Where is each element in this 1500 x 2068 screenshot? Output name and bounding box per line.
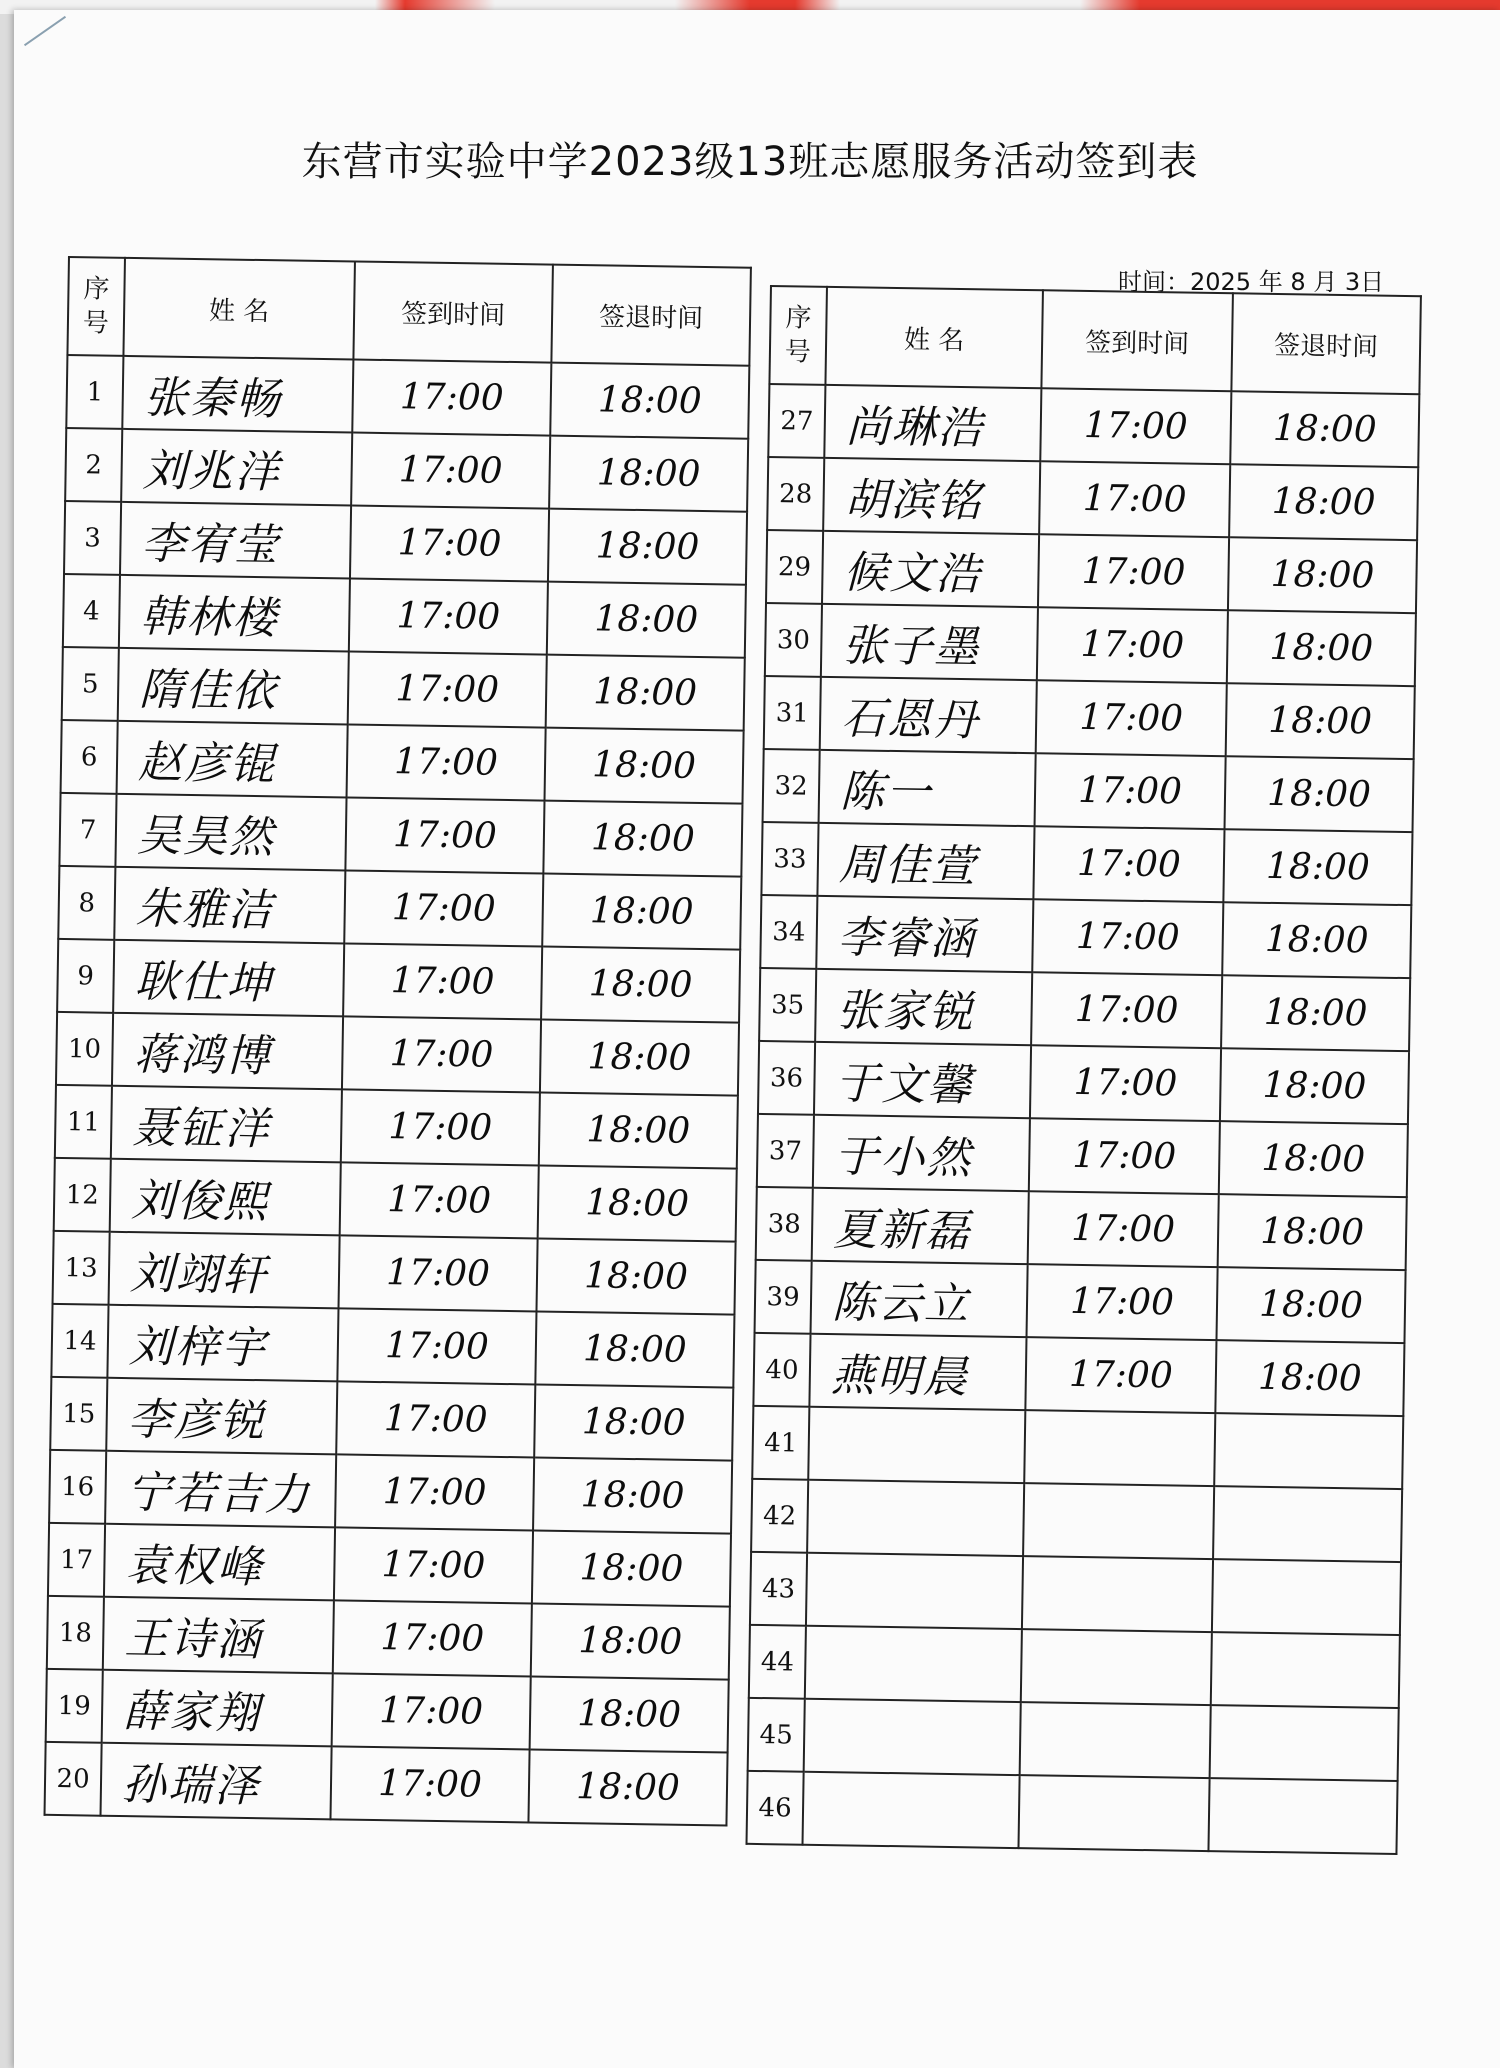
header-no: 序号 — [67, 257, 125, 356]
table-row — [753, 1333, 1404, 1416]
table-row — [50, 1377, 733, 1461]
table-row — [65, 428, 748, 512]
sign-out-time: 18:00 — [548, 509, 747, 585]
sign-out-time: 18:00 — [543, 801, 742, 877]
signer-name: 赵彦锟 — [117, 721, 348, 798]
signer-name — [803, 1772, 1020, 1848]
signer-name: 陈一 — [819, 750, 1036, 826]
signer-name: 孙瑞泽 — [101, 1743, 332, 1820]
sign-in-time: 17:00 — [1033, 826, 1224, 902]
sign-out-time: 18:00 — [535, 1311, 734, 1387]
row-number: 19 — [46, 1669, 103, 1743]
signer-name: 李睿涵 — [816, 896, 1033, 972]
sign-in-time: 17:00 — [1031, 972, 1222, 1048]
table-row — [56, 1012, 739, 1096]
signer-name: 王诗涵 — [103, 1597, 334, 1674]
table-row — [756, 1187, 1407, 1270]
sign-in-time: 17:00 — [1036, 680, 1227, 756]
sign-out-time: 18:00 — [532, 1530, 731, 1606]
row-number: 44 — [749, 1625, 806, 1699]
signer-name: 李宥莹 — [120, 502, 351, 579]
sign-in-time: 17:00 — [1037, 607, 1228, 683]
row-number: 13 — [53, 1231, 110, 1305]
row-number: 28 — [767, 457, 824, 531]
row-number: 14 — [51, 1304, 108, 1378]
table-row — [757, 1114, 1408, 1197]
sign-out-time: 18:00 — [538, 1166, 737, 1242]
row-number: 2 — [65, 428, 122, 502]
sign-out-time: 18:00 — [536, 1238, 735, 1314]
signer-name: 候文浩 — [822, 531, 1039, 607]
signer-name: 吴昊然 — [115, 794, 346, 871]
sign-out-time: 18:00 — [1216, 1267, 1405, 1343]
row-number: 17 — [48, 1523, 105, 1597]
table-row — [55, 1085, 738, 1169]
sign-out-time: 18:00 — [1227, 610, 1416, 686]
signer-name: 张子墨 — [821, 604, 1038, 680]
signer-name: 蒋鸿博 — [112, 1013, 343, 1090]
sign-out-time: 18:00 — [547, 582, 746, 658]
header-sign-in: 签到时间 — [1041, 290, 1233, 391]
signer-name: 夏新磊 — [812, 1188, 1029, 1264]
table-row — [765, 603, 1416, 686]
signer-name — [807, 1480, 1024, 1556]
row-number: 11 — [55, 1085, 112, 1159]
sign-out-time: 18:00 — [542, 874, 741, 950]
row-number: 42 — [751, 1479, 808, 1553]
header-name: 姓 名 — [123, 258, 355, 360]
signer-name: 韩林楼 — [119, 575, 350, 652]
row-number: 37 — [757, 1114, 814, 1188]
signer-name: 刘梓宇 — [107, 1305, 338, 1382]
table-row — [763, 749, 1414, 832]
sign-out-time: 18:00 — [1223, 829, 1412, 905]
sign-in-time: 17:00 — [339, 1235, 538, 1311]
sign-in-time — [1022, 1556, 1213, 1632]
signer-name — [804, 1699, 1021, 1775]
row-number: 38 — [756, 1187, 813, 1261]
sign-in-time: 17:00 — [1039, 461, 1230, 537]
sign-out-time — [1208, 1778, 1397, 1854]
table-row — [768, 384, 1419, 467]
table-row — [751, 1479, 1402, 1562]
signer-name — [805, 1626, 1022, 1702]
sign-in-time — [1020, 1702, 1211, 1778]
row-number: 30 — [765, 603, 822, 677]
sign-in-time: 17:00 — [1040, 388, 1231, 464]
document-title: 东营市实验中学2023级13班志愿服务活动签到表 — [301, 139, 1199, 185]
table-row — [62, 647, 745, 731]
sign-in-time: 17:00 — [342, 1016, 541, 1092]
row-number: 46 — [747, 1771, 804, 1845]
sign-out-time: 18:00 — [541, 947, 740, 1023]
left-signin-table — [43, 256, 751, 1827]
row-number: 9 — [57, 939, 114, 1013]
sign-out-time: 18:00 — [1230, 391, 1419, 467]
row-number: 29 — [766, 530, 823, 604]
right-table-body — [747, 384, 1420, 1854]
sign-out-time — [1210, 1705, 1399, 1781]
row-number: 6 — [61, 720, 118, 794]
signer-name: 朱雅洁 — [114, 867, 345, 944]
signer-name: 耿仕坤 — [113, 940, 344, 1017]
row-number: 10 — [56, 1012, 113, 1086]
row-number: 31 — [764, 676, 821, 750]
signer-name: 于文馨 — [814, 1042, 1031, 1118]
row-number: 20 — [45, 1742, 102, 1816]
sign-out-time: 18:00 — [1228, 537, 1417, 613]
sign-in-time: 17:00 — [332, 1673, 531, 1749]
header-sign-out: 签退时间 — [1231, 293, 1421, 394]
table-row — [750, 1552, 1401, 1635]
table-row — [747, 1771, 1398, 1854]
signer-name — [806, 1553, 1023, 1629]
sign-in-time — [1021, 1629, 1212, 1705]
header-sign-out: 签退时间 — [551, 265, 751, 366]
row-number: 33 — [761, 822, 818, 896]
sign-in-time: 17:00 — [343, 943, 542, 1019]
table-row — [748, 1698, 1399, 1781]
table-row — [58, 866, 741, 950]
sign-in-time: 17:00 — [330, 1746, 529, 1822]
signer-name: 于小然 — [813, 1115, 1030, 1191]
table-row — [49, 1450, 732, 1534]
signer-name: 胡滨铭 — [823, 458, 1040, 534]
row-number: 36 — [758, 1041, 815, 1115]
row-number: 40 — [753, 1333, 810, 1407]
table-row — [61, 720, 744, 804]
row-number: 27 — [768, 384, 825, 458]
sign-in-time: 17:00 — [341, 1089, 540, 1165]
sign-in-time: 17:00 — [333, 1600, 532, 1676]
sign-in-time: 17:00 — [350, 505, 549, 581]
signer-name: 袁权峰 — [104, 1524, 335, 1601]
sign-out-time: 18:00 — [530, 1676, 729, 1752]
signer-name — [808, 1407, 1025, 1483]
signer-name: 隋佳依 — [118, 648, 349, 725]
row-number: 1 — [66, 355, 123, 429]
sign-in-time: 17:00 — [1027, 1264, 1218, 1340]
signer-name: 陈云立 — [811, 1261, 1028, 1337]
sign-in-time: 17:00 — [345, 797, 544, 873]
table-row — [54, 1158, 737, 1242]
signer-name: 石恩丹 — [820, 677, 1037, 753]
table-row — [752, 1406, 1403, 1489]
sign-out-time: 18:00 — [528, 1749, 727, 1825]
table-row — [59, 793, 742, 877]
signer-name: 刘翊轩 — [109, 1232, 340, 1309]
sign-in-time: 17:00 — [340, 1162, 539, 1238]
signer-name: 刘兆洋 — [121, 429, 352, 506]
row-number: 45 — [748, 1698, 805, 1772]
sign-in-time: 17:00 — [1028, 1191, 1219, 1267]
sign-in-time: 17:00 — [337, 1308, 536, 1384]
row-number: 32 — [763, 749, 820, 823]
table-row — [46, 1669, 729, 1753]
row-number: 15 — [50, 1377, 107, 1451]
sign-out-time: 18:00 — [550, 363, 749, 439]
signer-name: 宁若吉力 — [105, 1451, 336, 1528]
header-name: 姓 名 — [825, 287, 1043, 388]
sign-out-time: 18:00 — [546, 655, 745, 731]
signer-name: 刘俊熙 — [110, 1159, 341, 1236]
row-number: 34 — [760, 895, 817, 969]
table-row — [51, 1304, 734, 1388]
left-table-body — [45, 355, 750, 1826]
sign-in-time: 17:00 — [349, 578, 548, 654]
row-number: 4 — [63, 574, 120, 648]
signer-name: 张家锐 — [815, 969, 1032, 1045]
sign-out-time: 18:00 — [540, 1020, 739, 1096]
header-no: 序号 — [769, 286, 827, 385]
row-number: 12 — [54, 1158, 111, 1232]
table-row — [761, 822, 1412, 905]
sign-in-time: 17:00 — [335, 1454, 534, 1530]
table-row — [767, 457, 1418, 540]
sign-out-time: 18:00 — [1222, 902, 1411, 978]
sign-out-time: 18:00 — [549, 436, 748, 512]
sign-out-time — [1211, 1632, 1400, 1708]
row-number: 39 — [755, 1260, 812, 1334]
sign-out-time: 18:00 — [539, 1093, 738, 1169]
signer-name: 周佳萱 — [817, 823, 1034, 899]
row-number: 41 — [752, 1406, 809, 1480]
right-signin-table — [745, 285, 1421, 1855]
table-row — [63, 574, 746, 658]
row-number: 3 — [64, 501, 121, 575]
sign-in-time: 17:00 — [352, 359, 551, 435]
sign-in-time: 17:00 — [1025, 1337, 1216, 1413]
sign-out-time: 18:00 — [545, 728, 744, 804]
row-number: 16 — [49, 1450, 106, 1524]
table-row — [53, 1231, 736, 1315]
table-row — [755, 1260, 1406, 1343]
table-row — [66, 355, 749, 439]
table-row — [766, 530, 1417, 613]
signer-name: 薛家翔 — [102, 1670, 333, 1747]
row-number: 43 — [750, 1552, 807, 1626]
header-sign-in: 签到时间 — [353, 262, 553, 363]
sign-in-time: 17:00 — [1038, 534, 1229, 610]
table-row — [764, 676, 1415, 759]
row-number: 8 — [58, 866, 115, 940]
sign-in-time: 17:00 — [336, 1381, 535, 1457]
sign-in-time — [1023, 1483, 1214, 1559]
row-number: 5 — [62, 647, 119, 721]
sign-in-time: 17:00 — [1029, 1118, 1220, 1194]
signer-name: 聂钲洋 — [111, 1086, 342, 1163]
signer-name: 燕明晨 — [809, 1334, 1026, 1410]
sign-in-time — [1018, 1775, 1209, 1851]
sign-out-time: 18:00 — [1221, 975, 1410, 1051]
table-row — [57, 939, 740, 1023]
row-number: 35 — [759, 968, 816, 1042]
sign-out-time: 18:00 — [1218, 1194, 1407, 1270]
sign-in-time: 17:00 — [347, 724, 546, 800]
sign-in-time: 17:00 — [1030, 1045, 1221, 1121]
table-row — [758, 1041, 1409, 1124]
sign-out-time — [1213, 1486, 1402, 1562]
sign-in-time: 17:00 — [344, 870, 543, 946]
signer-name: 李彦锐 — [106, 1378, 337, 1455]
sign-out-time: 18:00 — [534, 1384, 733, 1460]
signer-name: 尚琳浩 — [824, 385, 1041, 461]
table-row — [47, 1596, 730, 1680]
sign-in-time: 17:00 — [334, 1527, 533, 1603]
sign-in-time: 17:00 — [351, 432, 550, 508]
sign-out-time: 18:00 — [1225, 756, 1414, 832]
sign-in-time: 17:00 — [1035, 753, 1226, 829]
table-row — [48, 1523, 731, 1607]
row-number: 7 — [59, 793, 116, 867]
sign-out-time: 18:00 — [1219, 1121, 1408, 1197]
table-row — [749, 1625, 1400, 1708]
signer-name: 张秦畅 — [122, 356, 353, 433]
sign-out-time — [1212, 1559, 1401, 1635]
date-line: 时间：2025 年 8 月 3日 — [1118, 268, 1385, 296]
sign-out-time — [1214, 1413, 1403, 1489]
sign-out-time: 18:00 — [1229, 464, 1418, 540]
table-row — [64, 501, 747, 585]
sign-out-time: 18:00 — [1215, 1340, 1404, 1416]
sign-in-time: 17:00 — [1032, 899, 1223, 975]
sign-out-time: 18:00 — [533, 1457, 732, 1533]
table-row — [759, 968, 1410, 1051]
sign-in-time — [1024, 1410, 1215, 1486]
table-row — [45, 1742, 728, 1826]
sign-in-time: 17:00 — [348, 651, 547, 727]
sign-out-time: 18:00 — [1220, 1048, 1409, 1124]
table-row — [760, 895, 1411, 978]
row-number: 18 — [47, 1596, 104, 1670]
sign-out-time: 18:00 — [1226, 683, 1415, 759]
sign-out-time: 18:00 — [531, 1603, 730, 1679]
